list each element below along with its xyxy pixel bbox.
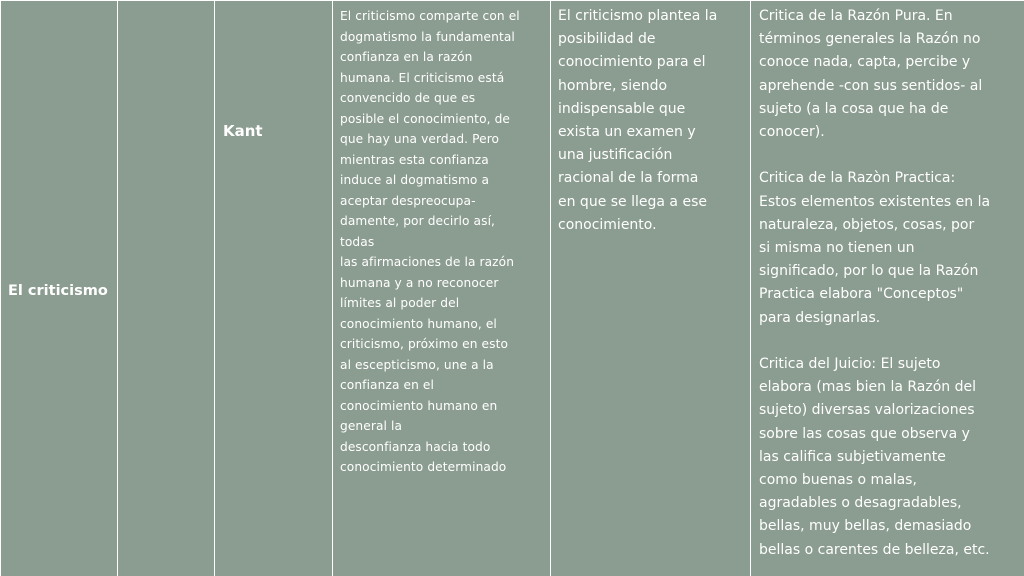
work-item-practical-reason: Critica de la Razòn Practica: Estos elementos existentes en la naturaleza, objetos, cosas, por si misma no tienen un significado, por lo que la Razón Practica elabora "Conceptos" para designarlas. <box>759 170 991 326</box>
table-row <box>1 1 1024 576</box>
empty-cell <box>118 1 215 576</box>
description-text: El criticismo comparte con el dogmatismo la fundamental confianza en la razón humana. El criticismo está convencido de que es posible el conocimiento, de que hay una verdad. Pero mientras esta confianza induce al dogmatismo a aceptar despreocupa- damente, por decirlo así, todas las afirmaciones de la razón humana y a no reconocer límites al poder del conocimiento humano, el criticismo, próximo en esto al escepticismo, une a la confianza en el conocimiento humano en general la desconfianza hacia todo conocimiento determinado <box>340 9 520 474</box>
work-item-judgment: Critica del Juicio: El sujeto elabora (mas bien la Razón del sujeto) diversas valorizaciones sobre las cosas que observa y las califica subjetivamente como buenas o malas, agradables o desagradables, bellas, muy bellas, demasiado bellas o carentes de belleza, etc. <box>759 356 990 558</box>
concept-label: El criticismo <box>8 283 108 299</box>
posture-text: El criticismo plantea la posibilidad de conocimiento para el hombre, siendo indispensable que exista un examen y una justificación racional de la forma en que se llega a ese conocimiento. <box>558 8 718 233</box>
concept-cell <box>1 1 118 576</box>
description-cell <box>333 1 551 576</box>
author-label: Kant <box>223 122 263 140</box>
works-list <box>751 1 1024 562</box>
works-cell <box>751 1 1024 576</box>
posture-cell <box>551 1 751 576</box>
author-cell <box>215 1 333 576</box>
work-item-pure-reason: Critica de la Razón Pura. En términos generales la Razón no conoce nada, capta, percibe y aprehende -con sus sentidos- al sujeto (a la cosa que ha de conocer). <box>759 8 983 141</box>
